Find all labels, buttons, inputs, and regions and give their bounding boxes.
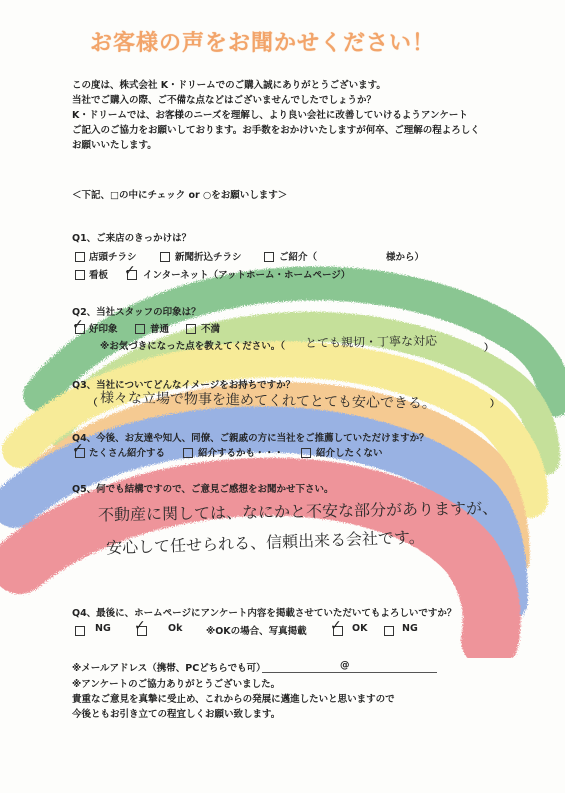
q4b-checkbox-ng[interactable] — [75, 626, 85, 636]
q1-label: Q1、ご来店のきっかけは？ — [72, 233, 192, 244]
q1-option-signboard: 看板 — [89, 270, 109, 281]
q4a-option-maybe: 紹介するかも・・・ — [198, 448, 284, 459]
q1-option-referral: ご紹介（ — [279, 252, 318, 263]
email-underline[interactable] — [262, 672, 437, 673]
email-label: ※メールアドレス（携帯、PCどちらでも可） — [72, 663, 266, 674]
page-title: お客様の声をお聞かせください！ — [90, 31, 436, 56]
q2-close-paren: ） — [484, 343, 494, 354]
q4a-option-no: 紹介したくない — [316, 448, 383, 459]
q1-option-flyer: 店頭チラシ — [89, 252, 137, 263]
q5-handwritten-line-2: 安心して任せられる、信頼出来る会社です。 — [105, 527, 426, 558]
q3-close-paren: ） — [490, 399, 500, 410]
q4b-photo-option-ok: OK — [352, 623, 368, 634]
checkmark-icon: ✓ — [330, 618, 342, 634]
q2-label: Q2、当社スタッフの印象は？ — [72, 307, 201, 318]
q4b-photo-option-ng: NG — [402, 623, 418, 634]
checkmark-icon: ✓ — [72, 317, 84, 333]
intro-line-5: お願いいたします。 — [72, 140, 157, 151]
intro-line-4: ご記入のご協力をお願いしております。お手数をおかけいたしますが何卒、ご理解の程よろしく — [72, 125, 480, 136]
q4b-option-ng: NG — [95, 623, 111, 634]
intro-line-3: K・ドリームでは、お客様のニーズを理解し、より良い会社に改善していけるようアンケート — [72, 110, 468, 121]
instruction: ＜下記、□の中にチェック or ○をお願いします＞ — [72, 190, 288, 201]
checkmark-icon: ✓ — [134, 618, 146, 634]
q1-option-internet: インターネット（アットホーム・ホームページ） — [143, 270, 351, 281]
q4a-option-recommend: たくさん紹介する — [89, 448, 166, 459]
q4a-checkbox-maybe[interactable] — [183, 448, 193, 458]
q4b-photo-checkbox-ng[interactable] — [384, 626, 394, 636]
email-at-sign: @ — [340, 660, 350, 671]
q1-option-referral-suffix: 様から） — [386, 252, 425, 263]
q1-checkbox-newspaper[interactable] — [160, 252, 170, 262]
q4a-checkbox-no[interactable] — [301, 448, 311, 458]
checkmark-icon: ✓ — [124, 263, 136, 279]
q3-open-paren: （ — [88, 398, 98, 409]
q5-label: Q5、何でも結構ですので、ご意見ご感想をお聞かせ下さい。 — [72, 484, 334, 495]
q2-option-good: 好印象 — [89, 324, 118, 335]
q2-option-bad: 不満 — [201, 324, 221, 335]
q5-handwritten-line-1: 不動産に関しては、なにかと不安な部分がありますが、 — [97, 498, 499, 525]
intro-line-1: この度は、株式会社 K・ドリームでのご購入誠にありがとうございます。 — [72, 80, 386, 91]
q2-option-normal: 普通 — [150, 324, 170, 335]
q2-sub-label: ※お気づきになった点を教えてください。（ — [100, 341, 285, 352]
q4b-label: Q4、最後に、ホームページにアンケート内容を掲載させていただいてもよろしいですか？ — [72, 608, 457, 619]
q4b-option-ok: Ok — [168, 623, 183, 634]
q3-handwritten-answer: 様々な立場で物事を進めてくれてとても安心できる。 — [99, 390, 437, 412]
q1-option-newspaper: 新聞折込チラシ — [175, 252, 242, 263]
q1-checkbox-flyer[interactable] — [75, 252, 85, 262]
q2-checkbox-bad[interactable] — [186, 324, 196, 334]
footer-line-1: ※アンケートのご協力ありがとうございました。 — [72, 679, 281, 690]
q3-label: Q3、当社についてどんなイメージをお持ちですか？ — [72, 380, 296, 391]
checkmark-icon: ✓ — [72, 441, 84, 457]
q2-handwritten-answer: とても親切・丁寧な対応 — [304, 333, 438, 351]
intro-line-2: 当社でご購入の際、ご不備な点などはございませんでしたでしょうか？ — [72, 95, 377, 106]
q4b-photo-label: ※OKの場合、写真掲載 — [206, 626, 307, 637]
q2-checkbox-normal[interactable] — [135, 324, 145, 334]
footer-line-2: 貴重なご意見を真摯に受止め、これからの発展に邁進したいと思いますので — [72, 694, 395, 705]
footer-line-3: 今後ともお引き立ての程宜しくお願い致します。 — [72, 709, 281, 720]
q1-checkbox-referral[interactable] — [264, 252, 274, 262]
q4a-label: Q4、今後、お友達や知人、同僚、ご親戚の方に当社をご推薦していただけますか？ — [72, 433, 429, 444]
q1-checkbox-signboard[interactable] — [75, 270, 85, 280]
